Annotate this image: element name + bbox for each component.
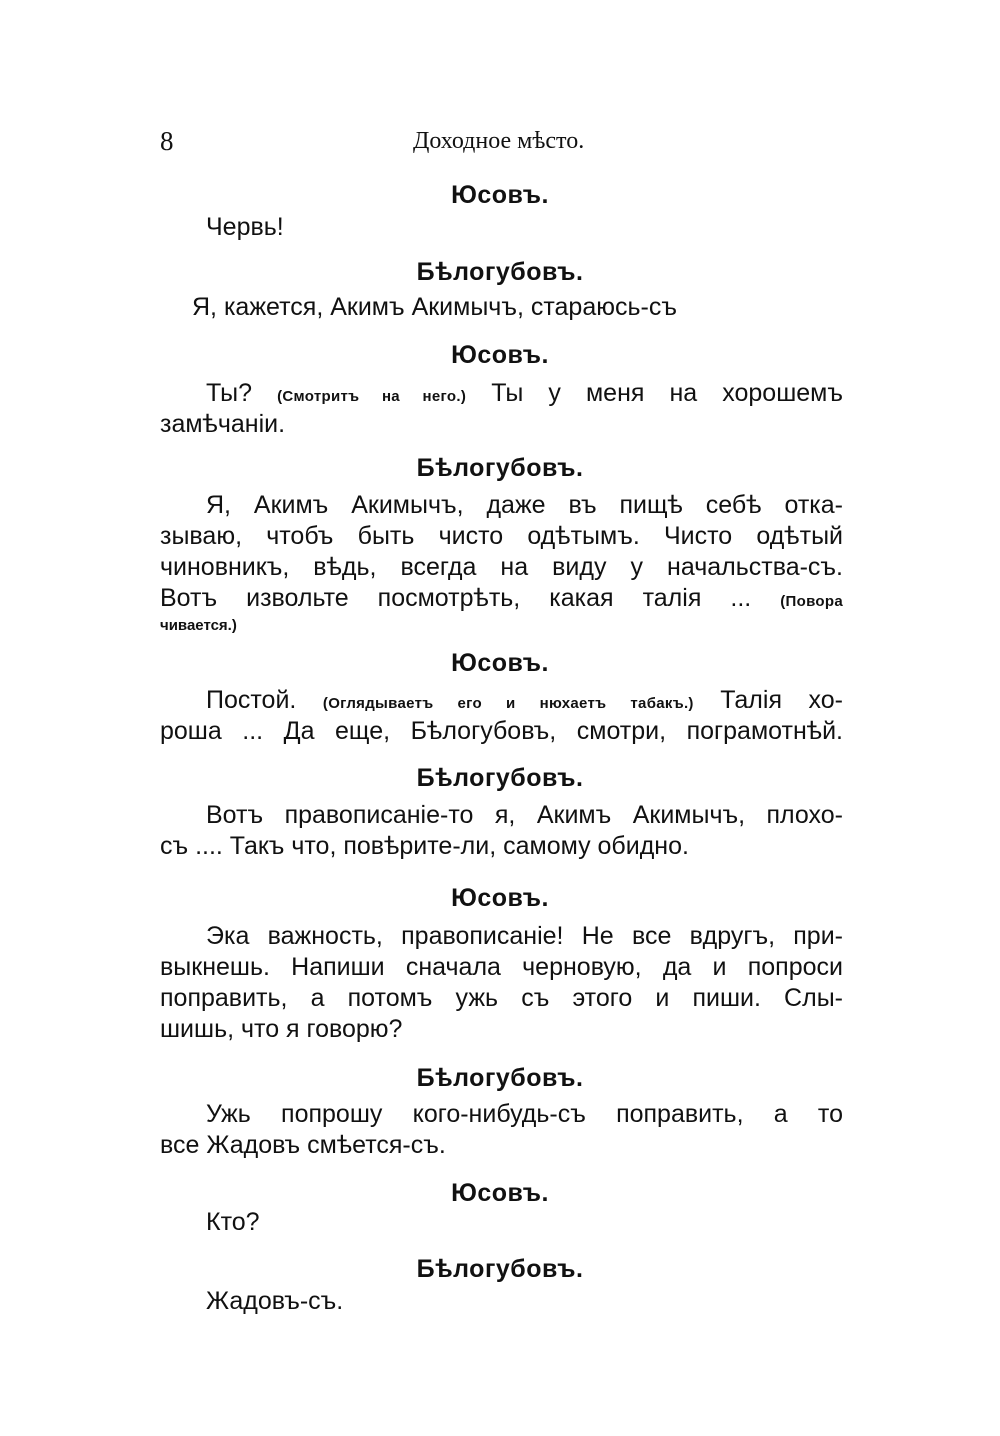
speech-block xyxy=(160,800,843,862)
speech-line: чиновникъ, вѣдь, всегда на виду у начальства-съ. xyxy=(160,553,843,581)
speech-line: Я, кажется, Акимъ Акимычъ, стараюсь-съ xyxy=(192,293,677,321)
speech-line: Жадовъ-съ. xyxy=(206,1287,344,1315)
speech-block xyxy=(160,685,843,747)
speaker-name: Бѣлогубовъ. xyxy=(416,258,584,286)
speaker-name: Юсовъ. xyxy=(451,649,549,677)
speech-line xyxy=(160,583,843,614)
running-title: Доходное мѣсто. xyxy=(413,128,585,154)
speech-line: шишь, что я говорю? xyxy=(160,1015,403,1043)
speaker-name: Юсовъ. xyxy=(451,884,549,912)
speech-line: все Жадовъ смѣется-съ. xyxy=(160,1131,446,1159)
speech-block xyxy=(160,378,843,440)
speech-line: выкнешь. Напиши сначала черновую, да и попроси xyxy=(160,953,843,981)
speech-line: Ужь попрошу кого-нибудь-съ поправить, а то xyxy=(206,1100,843,1128)
speech-text: Вотъ извольте посмотрѣть, какая талія ... xyxy=(160,584,752,612)
page-number: 8 xyxy=(160,126,174,156)
speech-text: Талія хо- xyxy=(720,686,843,714)
speech-line: замѣчаніи. xyxy=(160,410,286,438)
speech-block xyxy=(160,1207,843,1238)
speech-line: Кто? xyxy=(206,1208,260,1236)
speech-block xyxy=(160,490,843,638)
speaker-name: Юсовъ. xyxy=(451,1179,549,1207)
stage-direction: (Смотритъ на него.) xyxy=(277,388,467,405)
speech-line: Я, Акимъ Акимычъ, даже въ пищѣ себѣ отка- xyxy=(206,491,843,519)
speech-line: поправить, а потомъ ужь съ этого и пиши. Слы- xyxy=(160,984,843,1012)
speech-block xyxy=(160,921,843,1045)
speech-line: зываю, чтобъ быть чисто одѣтымъ. Чисто одѣтый xyxy=(160,522,843,550)
speech-text: Постой. xyxy=(206,686,297,714)
speech-text: Ты у меня на хорошемъ xyxy=(491,379,843,407)
speech-line xyxy=(160,378,843,409)
stage-direction: чивается.) xyxy=(160,617,237,634)
speech-text: Ты? xyxy=(206,379,253,407)
speech-line: Вотъ правописаніе-то я, Акимъ Акимычъ, плохо- xyxy=(206,801,843,829)
speech-block xyxy=(160,1099,843,1161)
speech-line: роша ... Да еще, Бѣлогубовъ, смотри, пограмотнѣй. xyxy=(160,717,843,745)
speech-line: Червь! xyxy=(206,213,284,241)
stage-direction: (Повора xyxy=(780,593,843,610)
speech-line: съ .... Такъ что, повѣрите-ли, самому обидно. xyxy=(160,832,689,860)
speaker-name: Бѣлогубовъ. xyxy=(416,454,584,482)
speech-line xyxy=(160,685,843,716)
speech-block xyxy=(160,292,843,323)
speaker-name: Бѣлогубовъ. xyxy=(416,1255,584,1283)
speaker-name: Юсовъ. xyxy=(451,181,549,209)
speaker-name: Бѣлогубовъ. xyxy=(416,764,584,792)
speaker-name: Бѣлогубовъ. xyxy=(416,1064,584,1092)
speech-line: Эка важность, правописаніе! Не все вдругъ, при- xyxy=(206,922,843,950)
speech-block xyxy=(160,212,843,243)
stage-direction: (Оглядываетъ его и нюхаетъ табакъ.) xyxy=(322,695,694,712)
speaker-name: Юсовъ. xyxy=(451,341,549,369)
speech-block xyxy=(160,1286,843,1317)
